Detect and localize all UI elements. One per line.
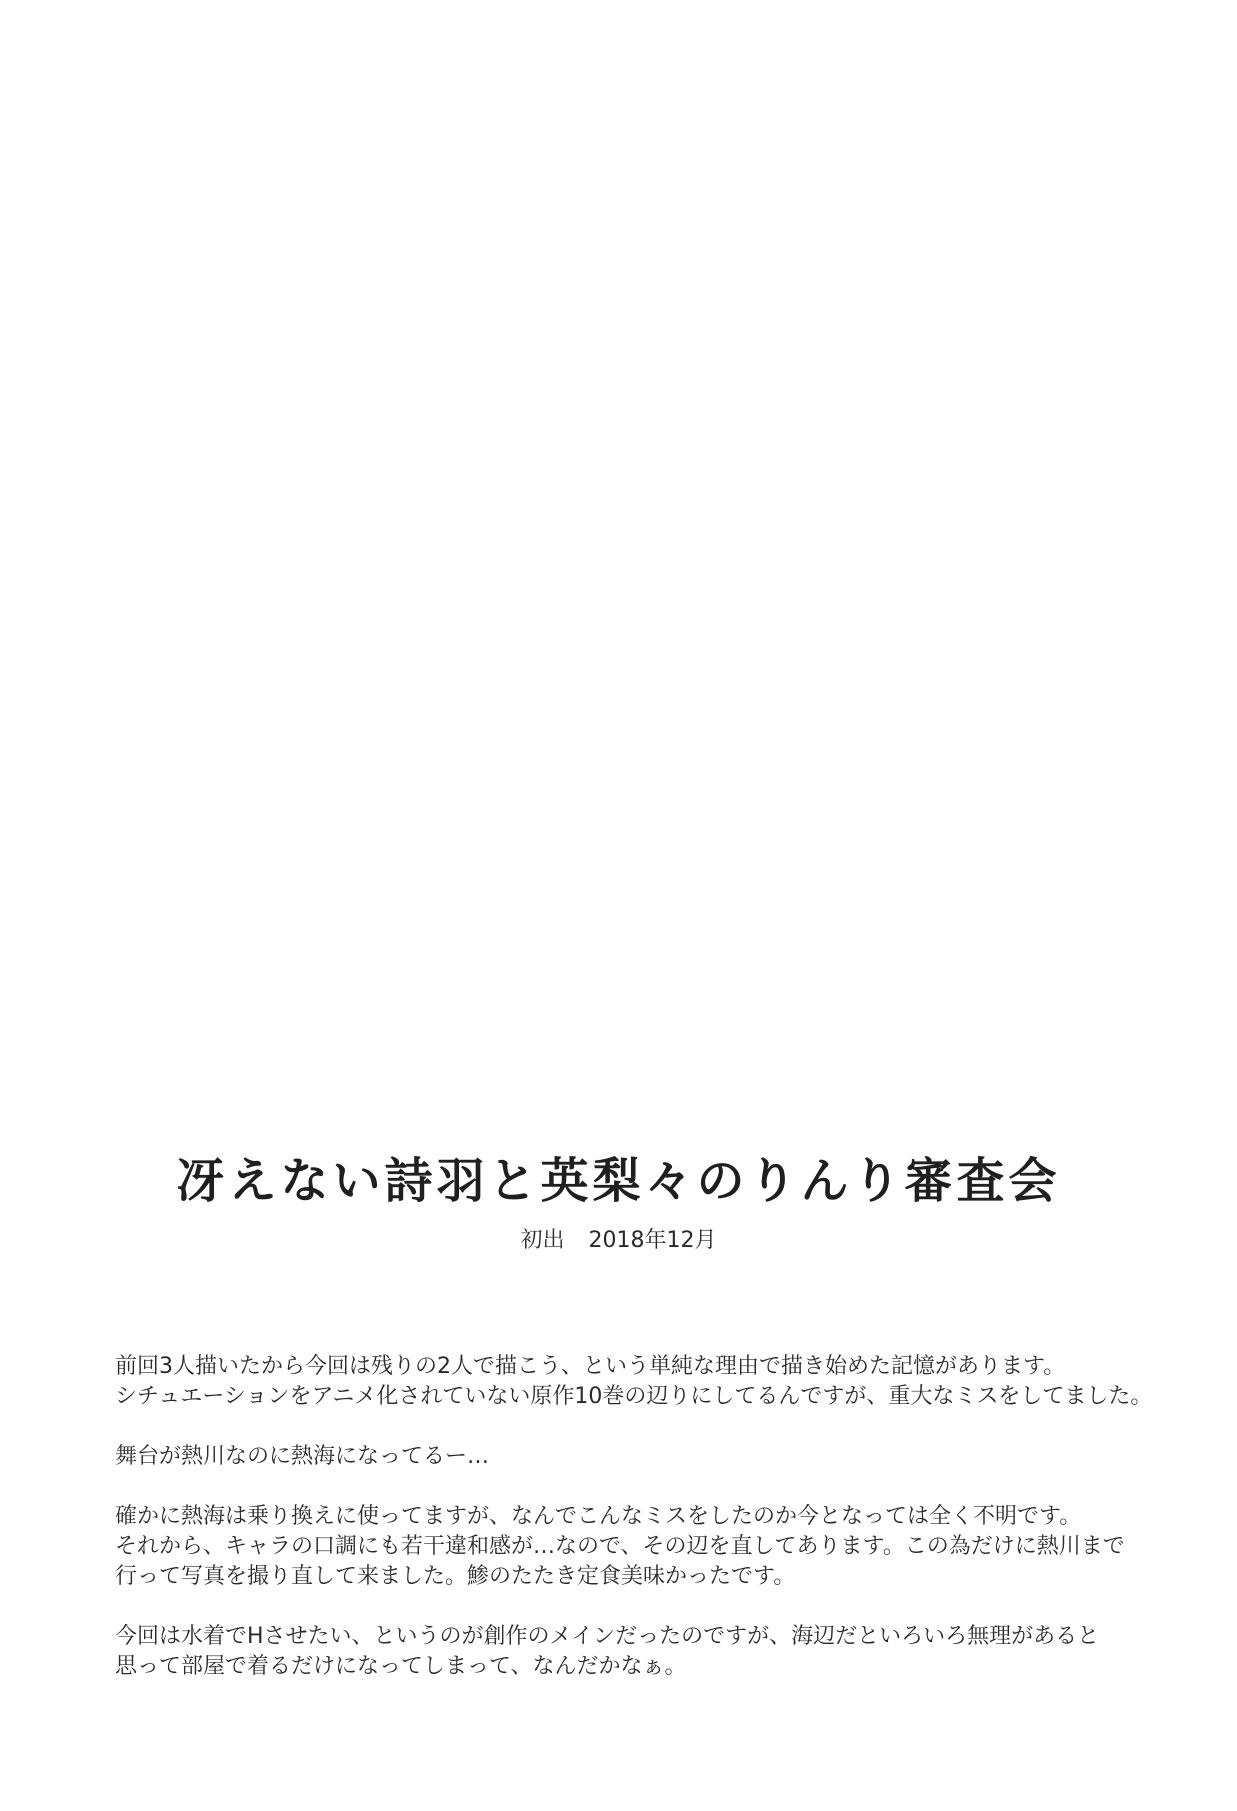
paragraph-4-line-1: 今回は水着でHさせたい、というのが創作のメインだったのですが、海辺だといろいろ無理があると [115, 1624, 1100, 1649]
paragraph-2-line-1: 舞台が熱川なのに熱海になってるー… [115, 1444, 490, 1469]
paragraph-3 [115, 1502, 1195, 1592]
paragraph-1-line-2: シチュエーションをアニメ化されていない原作10巻の辺りにしてるんですが、重大なミスをしてました。 [115, 1384, 1153, 1409]
paragraph-4 [115, 1622, 1195, 1682]
paragraph-3-line-3: 行って写真を撮り直して来ました。鯵のたたき定食美味かったです。 [115, 1564, 796, 1589]
paragraph-1-line-1: 前回3人描いたから今回は残りの2人で描こう、という単純な理由で描き始めた記憶があります。 [115, 1354, 1066, 1379]
paragraph-3-line-1: 確かに熱海は乗り換えに使ってますが、なんでこんなミスをしたのか今となっては全く不明です。 [115, 1504, 1082, 1529]
first-publication-label: 初出 [520, 1228, 565, 1253]
paragraph-3-line-2: それから、キャラの口調にも若干違和感が…なので、その辺を直してあります。この為だけに熱川まで [115, 1534, 1125, 1559]
first-publication-date: 2018年12月 [588, 1228, 717, 1253]
afterword-body [115, 1352, 1195, 1712]
first-publication-line [0, 1226, 1237, 1256]
paragraph-2 [115, 1442, 1195, 1472]
paragraph-4-line-2: 思って部屋で着るだけになってしまって、なんだかなぁ。 [115, 1654, 687, 1679]
paragraph-1 [115, 1352, 1195, 1412]
page-title: 冴えない詩羽と英梨々のりんり審査会 [176, 1153, 1061, 1209]
